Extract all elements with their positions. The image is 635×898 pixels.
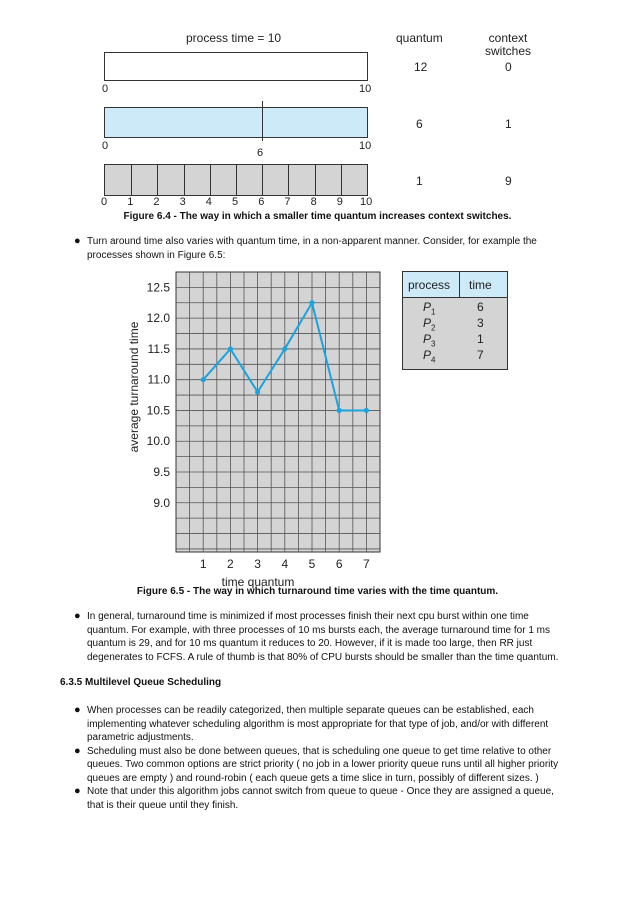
bar3-tick-label: 10 xyxy=(360,196,373,208)
y-tick-label: 12.5 xyxy=(146,280,170,295)
bullet-marker: ● xyxy=(74,610,81,622)
time-slice-divider xyxy=(262,165,263,195)
data-point xyxy=(255,389,260,394)
process-name xyxy=(423,316,435,332)
process-table xyxy=(402,271,508,370)
bullet-marker: ● xyxy=(74,785,81,797)
y-tick-label: 10.5 xyxy=(146,403,170,418)
switches-value-row2: 1 xyxy=(505,117,512,131)
data-point xyxy=(201,377,206,382)
x-axis-label: time quantum xyxy=(221,575,295,589)
quantum-value-row2: 6 xyxy=(416,117,423,131)
y-tick-label: 9.0 xyxy=(153,495,170,510)
bar2-start-label: 0 xyxy=(102,140,109,152)
x-tick-label: 3 xyxy=(254,557,261,571)
bullet-text-line: queues. Two common options are strict priority ( no job in a lower priority queue runs until all higher priority xyxy=(87,759,559,770)
bar3-tick-label: 9 xyxy=(336,196,343,208)
process-header: process xyxy=(408,278,451,292)
switches-value-row3: 9 xyxy=(505,174,512,188)
time-slice-divider xyxy=(315,165,316,195)
turnaround-chart xyxy=(110,264,400,589)
bar1-end-label: 10 xyxy=(359,83,372,95)
process-index: 4 xyxy=(431,355,436,365)
time-slice-divider xyxy=(288,165,289,195)
process-time: 1 xyxy=(477,332,484,346)
bullet-text-line: degenerates to FCFS. A rule of thumb is that 80% of CPU bursts should be smaller than the time quantum. xyxy=(87,651,559,663)
process-table-header xyxy=(403,272,507,298)
bullet-text-line: In general, turnaround time is minimized if most processes finish their next cpu burst within one time xyxy=(87,611,529,622)
x-tick-label: 2 xyxy=(227,557,234,571)
x-tick-label: 5 xyxy=(308,557,316,571)
process-time-label: process time = 10 xyxy=(186,31,282,45)
bullet-text-line: Note that under this algorithm jobs cannot switch from queue to queue - Once they are assigned a queue, xyxy=(87,786,554,797)
quantum-value-row3: 1 xyxy=(416,174,423,188)
process-index: 1 xyxy=(431,307,436,317)
data-point xyxy=(309,300,314,305)
bullet-text-line: queues are empty ) and round-robin ( each queue gets a time slice in turn, possibly of different sizes. ) xyxy=(87,772,539,784)
process-letter: P xyxy=(423,300,432,314)
bar3-tick-label: 1 xyxy=(127,196,134,208)
process-table-row xyxy=(403,332,507,348)
bar3-tick-label: 5 xyxy=(232,196,239,208)
bullet-marker: ● xyxy=(74,744,81,757)
bar3-tick-label: 8 xyxy=(310,196,317,208)
bar3-tick-label: 6 xyxy=(258,196,265,208)
bullet-text-line: that is their queue until they finish. xyxy=(87,799,239,811)
bullet-text-line: quantum. For example, with three processes of 10 ms bursts each, the average turnaround time for 1 ms xyxy=(87,624,551,636)
time-slice-divider xyxy=(210,165,211,195)
time-bar-quantum-6 xyxy=(104,107,368,138)
bar3-tick-label: 7 xyxy=(284,196,291,208)
y-tick-label: 12.0 xyxy=(146,311,170,326)
bar3-tick-label: 0 xyxy=(101,196,108,208)
time-bar-quantum-1 xyxy=(104,164,368,196)
x-tick-label: 4 xyxy=(281,557,289,571)
data-point xyxy=(337,408,342,413)
process-letter: P xyxy=(423,332,432,346)
context-column-header-line2: switches xyxy=(484,44,531,58)
context-switch-marker xyxy=(262,101,263,141)
bullet-marker: ● xyxy=(74,704,81,716)
time-slice-divider xyxy=(341,165,342,195)
process-name xyxy=(423,300,435,316)
data-point xyxy=(228,346,233,351)
data-point xyxy=(364,408,369,413)
time-slice-divider xyxy=(157,165,158,195)
y-axis-label: average turnaround time xyxy=(127,321,141,453)
data-point xyxy=(282,346,287,351)
bullet-text-line: processes shown in Figure 6.5: xyxy=(87,249,226,261)
time-slice-divider xyxy=(236,165,237,195)
bar3-tick-label: 2 xyxy=(153,196,160,208)
time-slice-divider xyxy=(184,165,185,195)
process-letter: P xyxy=(423,316,432,330)
plot-area xyxy=(176,272,380,552)
x-tick-label: 1 xyxy=(199,557,207,571)
process-time: 7 xyxy=(477,348,484,362)
figure-6-5-caption: Figure 6.5 - The way in which turnaround time varies with the time quantum. xyxy=(136,586,499,597)
bullet-text-line: implementing whatever scheduling algorithm is most appropriate for that type of job, and/or with different xyxy=(87,718,549,730)
bullet-text-line: parametric adjustments. xyxy=(87,732,194,743)
quantum-column-header: quantum xyxy=(396,31,443,45)
bullet-text-line: Scheduling must also be done between queues, that is scheduling one queue to get time relative to other xyxy=(87,745,552,757)
switches-value-row1: 0 xyxy=(505,60,512,74)
bullet-text-line: When processes can be readily categorized, then multiple separate queues can be established, each xyxy=(87,705,534,716)
bar2-end-label: 10 xyxy=(359,140,372,152)
bullet-text-line: quantum is 29, and for 10 ms quantum it reduces to 20. However, if it is made too large, then RR just xyxy=(87,638,533,649)
process-name xyxy=(423,348,435,364)
bar2-mid-label: 6 xyxy=(257,147,264,159)
bullet-marker: ● xyxy=(74,235,81,247)
x-tick-label: 7 xyxy=(363,557,370,571)
y-tick-label: 9.5 xyxy=(153,465,170,479)
context-column-header-line1: context xyxy=(488,31,528,45)
time-header: time xyxy=(469,278,492,292)
process-table-row xyxy=(403,300,507,316)
header-divider xyxy=(459,272,460,297)
bar1-start-label: 0 xyxy=(102,83,109,95)
bar3-tick-labels xyxy=(0,196,635,210)
process-name xyxy=(423,332,435,348)
section-heading: 6.3.5 Multilevel Queue Scheduling xyxy=(60,677,222,688)
process-table-row xyxy=(403,348,507,364)
process-time: 3 xyxy=(477,316,484,330)
process-letter: P xyxy=(423,348,432,362)
process-time: 6 xyxy=(477,300,484,314)
process-index: 2 xyxy=(431,323,436,333)
time-bar-quantum-12 xyxy=(104,52,368,81)
y-tick-label: 11.5 xyxy=(147,341,170,356)
figure-6-4-caption: Figure 6.4 - The way in which a smaller time quantum increases context switches. xyxy=(123,211,512,222)
bar3-tick-label: 3 xyxy=(179,196,186,208)
bar3-tick-label: 4 xyxy=(205,196,212,208)
process-table-row xyxy=(403,316,507,332)
time-slice-divider xyxy=(131,165,132,195)
quantum-value-row1: 12 xyxy=(414,60,428,74)
bullet-text-line: Turn around time also varies with quantum time, in a non-apparent manner. Consider, for example the xyxy=(87,236,537,247)
x-tick-label: 6 xyxy=(335,557,343,571)
y-tick-label: 10.0 xyxy=(146,434,170,449)
y-tick-label: 11.0 xyxy=(147,372,170,387)
process-index: 3 xyxy=(431,339,436,349)
